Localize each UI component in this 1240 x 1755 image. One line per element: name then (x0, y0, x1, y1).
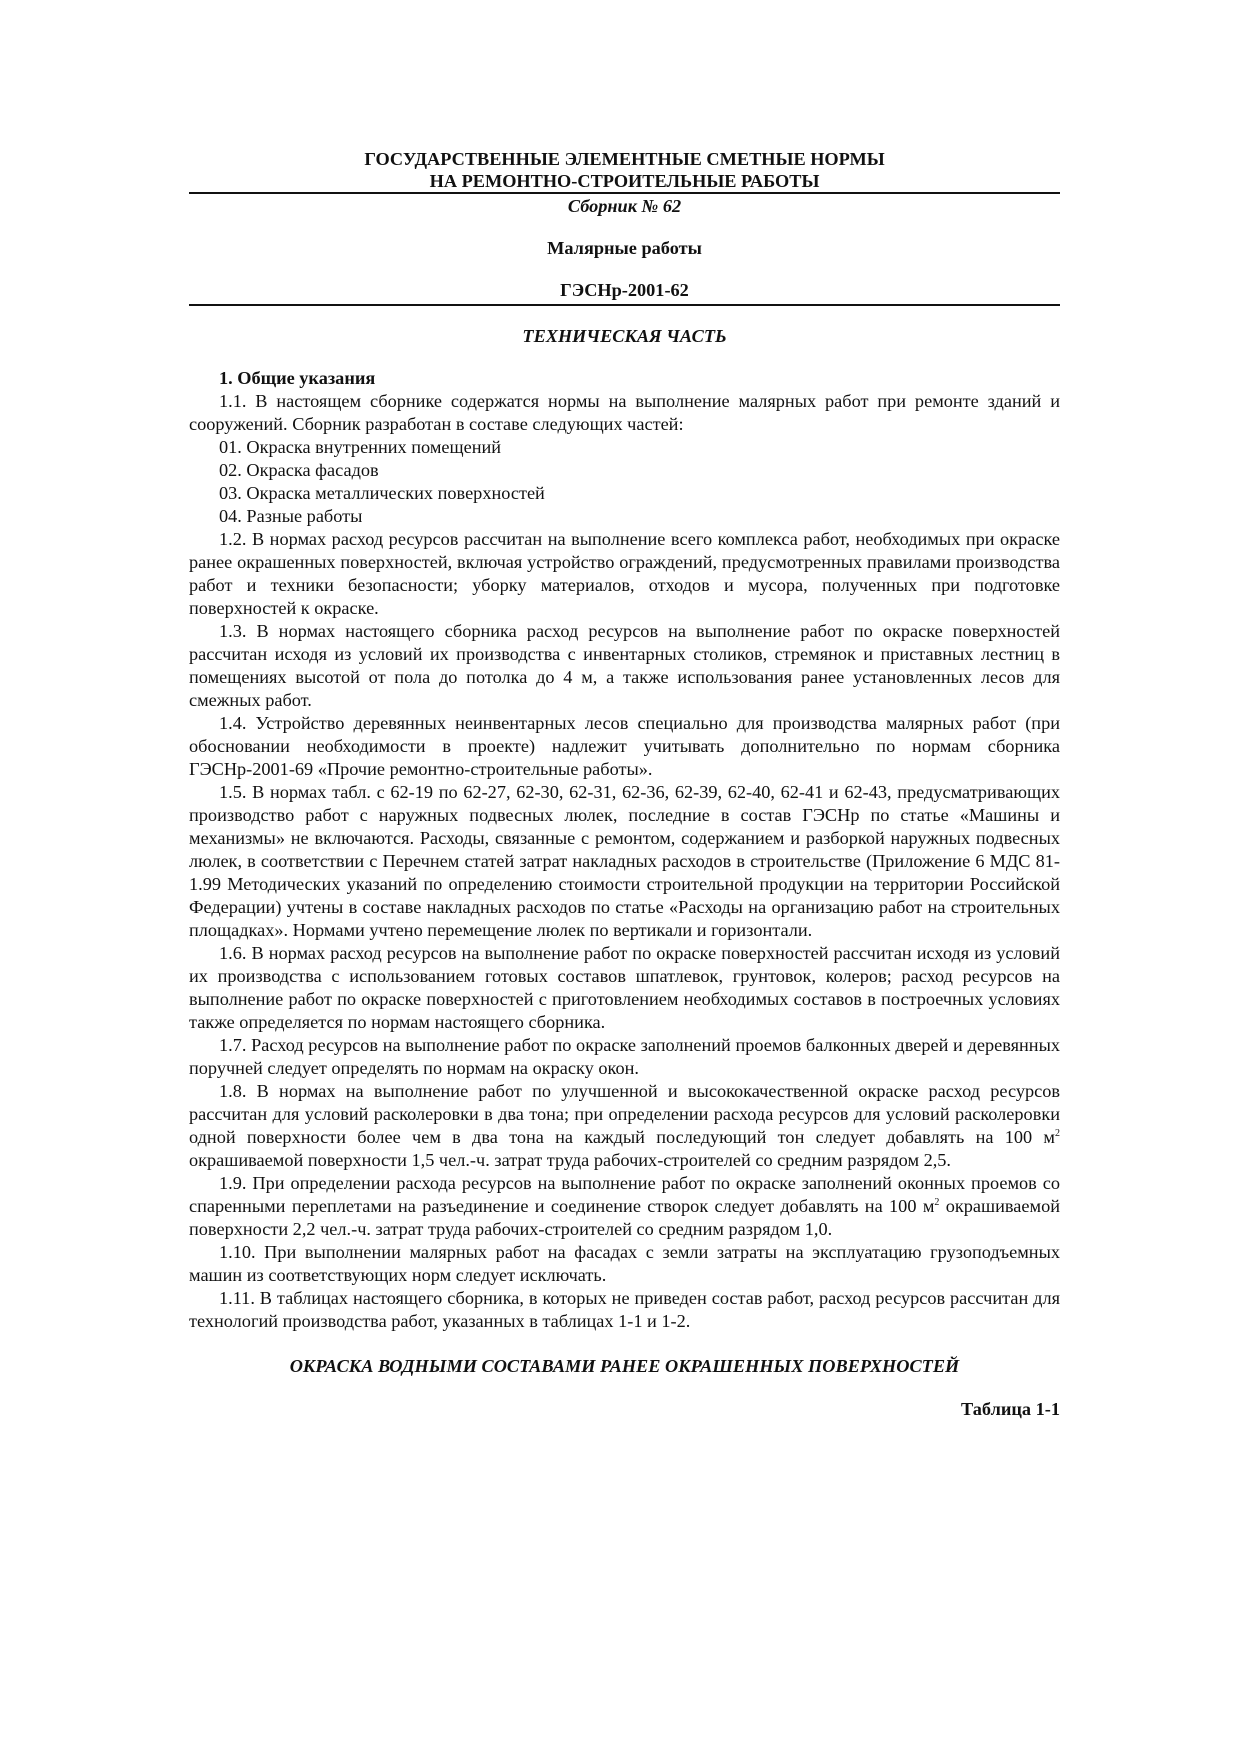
paragraph-1-8 (189, 1080, 1060, 1172)
superscript-2: 2 (1055, 1128, 1060, 1139)
section-title: ТЕХНИЧЕСКАЯ ЧАСТЬ (522, 326, 727, 346)
paragraph-1-2: 1.2. В нормах расход ресурсов рассчитан на выполнение всего комплекса работ, необходимых при окраске ранее окрашенных поверхностей, включая устройство ограждений, предусмотренных правилами производства работ и техники безопасности; уборку материалов, отходов и мусора, полученных при подготовке поверхностей к окраске. (189, 529, 1060, 618)
table-label: Таблица 1-1 (961, 1399, 1060, 1419)
subsection-title: ОКРАСКА ВОДНЫМИ СОСТАВАМИ РАНЕЕ ОКРАШЕННЫХ ПОВЕРХНОСТЕЙ (289, 1356, 960, 1376)
general-section (189, 367, 1060, 1333)
paragraph-1-9-text-a: 1.9. При определении расхода ресурсов на выполнение работ по окраске заполнений оконных проемов со спаренными переплетами на разъединение и соединение створок следует добавлять на 100 м (189, 1173, 1060, 1216)
part-item: 01. Окраска внутренних помещений (219, 437, 502, 457)
part-item: 02. Окраска фасадов (219, 460, 379, 480)
header-rule-top (189, 192, 1060, 194)
header-line-1: ГОСУДАРСТВЕННЫЕ ЭЛЕМЕНТНЫЕ СМЕТНЫЕ НОРМЫ (364, 149, 885, 169)
header-rule-bottom (189, 304, 1060, 306)
superscript-2: 2 (934, 1197, 940, 1208)
paragraph-1-9 (189, 1172, 1060, 1241)
general-heading: 1. Общие указания (219, 368, 376, 388)
paragraph-1-11: 1.11. В таблицах настоящего сборника, в которых не приведен состав работ, расход ресурсов рассчитан для технологий производства работ, указанных в таблицах 1-1 и 1-2. (189, 1288, 1060, 1331)
paragraph-1-7: 1.7. Расход ресурсов на выполнение работ по окраске заполнений проемов балконных дверей и деревянных поручней следует определять по нормам на окраску окон. (189, 1035, 1060, 1078)
part-item: 03. Окраска металлических поверхностей (219, 483, 545, 503)
paragraph-1-3: 1.3. В нормах настоящего сборника расход ресурсов на выполнение работ по окраске поверхностей рассчитан исходя из условий их производства с инвентарных столиков, стремянок и приставных лестниц в помещениях высотой от пола до потолка до 4 м, а также использования ранее установленных лесов для смежных работ. (189, 621, 1060, 710)
paragraph-1-8-text-b: окрашиваемой поверхности 1,5 чел.-ч. затрат труда рабочих-строителей со средним разрядом 2,5. (189, 1150, 952, 1170)
part-item: 04. Разные работы (219, 506, 363, 526)
paragraph-1-8-text-a: 1.8. В нормах на выполнение работ по улучшенной и высококачественной окраске расход ресурсов рассчитан для условий расколеровки в два тона; при определении расхода ресурсов для условий расколеровки одной поверхности более чем в два тона на каждый последующий тон следует добавлять на 100 м (189, 1081, 1060, 1147)
norm-code: ГЭСНр-2001-62 (560, 280, 689, 300)
paragraph-1-5: 1.5. В нормах табл. с 62-19 по 62-27, 62-30, 62-31, 62-36, 62-39, 62-40, 62-41 и 62-43, предусматривающих производство работ с наружных подвесных люлек, последние в состав ГЭСНр по статье «Машины и механизмы» не включаются. Расходы, связанные с ремонтом, содержанием и разборкой наружных подвесных люлек, в соответствии с Перечнем статей затрат накладных расходов в строительстве (Приложение 6 МДС 81-1.99 Методических указаний по определению стоимости строительной продукции на территории Российской Федерации) учтены в составе накладных расходов по статье «Расходы на организацию работ на строительных площадках». Нормами учтено перемещение люлек по вертикали и горизонтали. (189, 782, 1060, 940)
paragraph-1-10: 1.10. При выполнении малярных работ на фасадах с земли затраты на эксплуатацию грузоподъемных машин из соответствующих норм следует исключать. (189, 1242, 1060, 1285)
paragraph-1-6: 1.6. В нормах расход ресурсов на выполнение работ по окраске поверхностей рассчитан исходя из условий их производства с использованием готовых составов шпатлевок, грунтовок, колеров; расход ресурсов на выполнение работ по окраске поверхностей с приготовлением необходимых составов в построечных условиях также определяется по нормам настоящего сборника. (189, 943, 1060, 1032)
paragraph-1-1: 1.1. В настоящем сборнике содержатся нормы на выполнение малярных работ при ремонте зданий и сооружений. Сборник разработан в составе следующих частей: (189, 391, 1060, 434)
collection-number: Сборник № 62 (567, 196, 682, 216)
header-line-2: НА РЕМОНТНО-СТРОИТЕЛЬНЫЕ РАБОТЫ (429, 171, 820, 191)
document-page (189, 148, 1060, 1421)
paragraph-1-9-text-b: окрашиваемой поверхности 2,2 чел.-ч. затрат труда рабочих-строителей со средним разрядом 1,0. (189, 1196, 1060, 1239)
paragraph-1-4: 1.4. Устройство деревянных неинвентарных лесов специально для производства малярных работ (при обосновании необходимости в проекте) надлежит учитывать дополнительно по нормам сборника ГЭСНр-2001-69 «Прочие ремонтно-строительные работы». (189, 713, 1060, 779)
work-type-title: Малярные работы (547, 238, 702, 258)
